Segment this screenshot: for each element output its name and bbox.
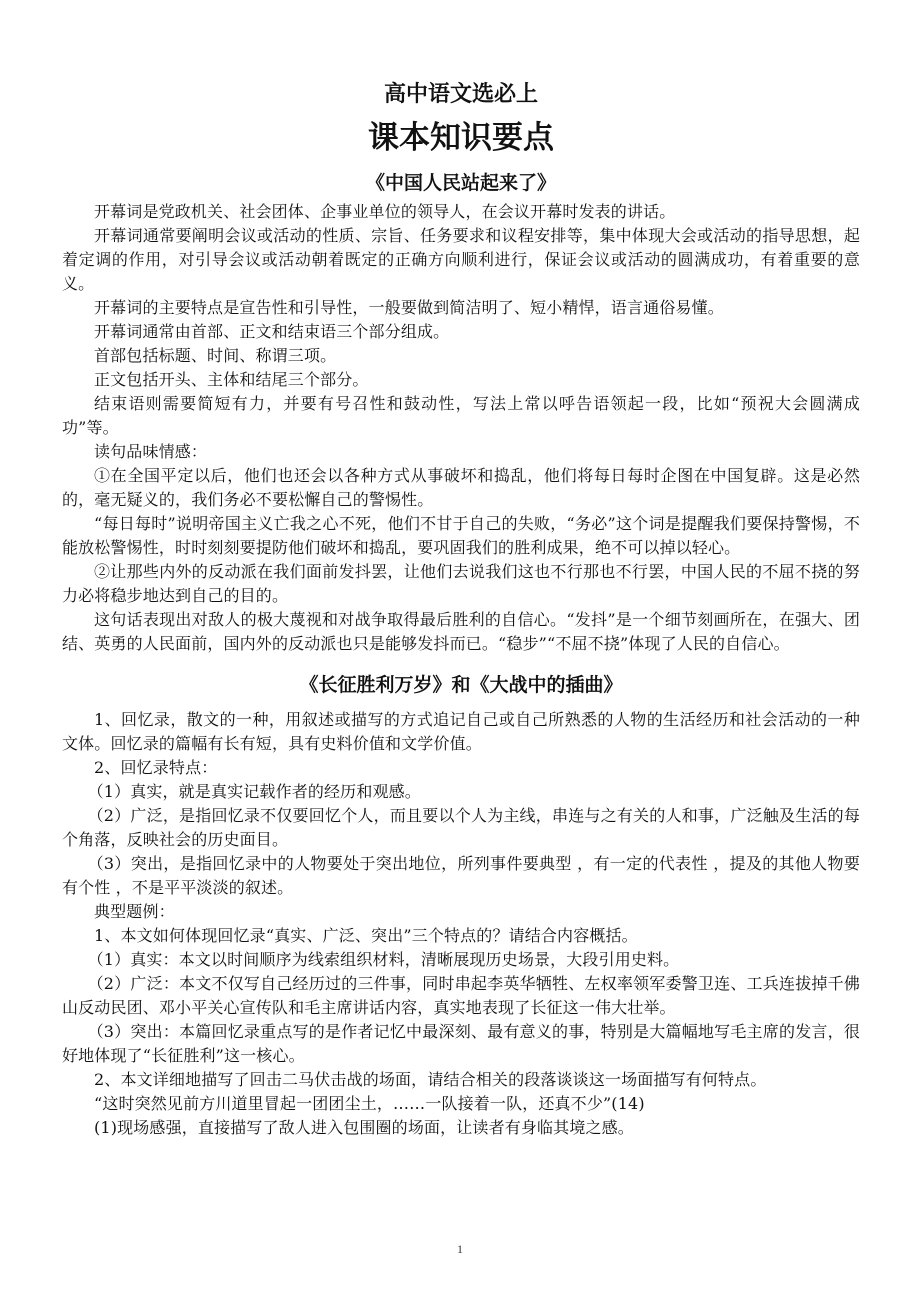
- paragraph: “每日每时”说明帝国主义亡我之心不死，他们不甘于自己的失败，“务必”这个词是提醒我们要保持警惕，不能放松警惕性，时时刻刻要提防他们破坏和捣乱，要巩固我们的胜利成果，绝不可以掉以轻心。: [62, 514, 860, 557]
- paragraph: ②让那些内外的反动派在我们面前发抖罢，让他们去说我们这也不行那也不行罢，中国人民的不屈不挠的努力必将稳步地达到自己的目的。: [62, 562, 860, 605]
- document-title: 课本知识要点: [368, 120, 554, 156]
- paragraph: （2）广泛，是指回忆录不仅要回忆个人，而且要以个人为主线，串连与之有关的人和事，广泛触及生活的每个角落，反映社会的历史面目。: [62, 806, 860, 849]
- document-subtitle: 高中语文选必上: [383, 82, 538, 107]
- paragraph: 2、本文详细地描写了回击二马伏击战的场面，请结合相关的段落谈谈这一场面描写有何特点。: [94, 1070, 767, 1089]
- paragraph: 2、回忆录特点：: [94, 758, 218, 777]
- paragraph: 这句话表现出对敌人的极大蔑视和对战争取得最后胜利的自信心。“发抖”是一个细节刻画所在，在强大、团结、英勇的人民面前，国内外的反动派也只是能够发抖而已。“稳步”“不屈不挠”体现了人民的自信心。: [62, 610, 860, 653]
- paragraph: “这时突然见前方川道里冒起一团团尘土，……一队接着一队，还真不少”(14): [94, 1094, 645, 1113]
- section-zhongguo-renmin: [62, 168, 860, 656]
- paragraph: 1、本文如何体现回忆录“真实、广泛、突出”三个特点的？请结合内容概括。: [94, 926, 638, 945]
- section-changzheng: [62, 670, 860, 1140]
- paragraph: 开幕词是党政机关、社会团体、企事业单位的领导人，在会议开幕时发表的讲话。: [94, 202, 676, 221]
- paragraph: ①在全国平定以后，他们也还会以各种方式从事破坏和捣乱，他们将每日每时企图在中国复辟。这是必然的，毫无疑义的，我们务必不要松懈自己的警惕性。: [62, 466, 860, 509]
- paragraph: 正文包括开头、主体和结尾三个部分。: [94, 370, 369, 389]
- section-title: 《长征胜利万岁》和《大战中的插曲》: [299, 674, 623, 696]
- document-page: [62, 78, 860, 1140]
- paragraph: （2）广泛：本文不仅写自己经历过的三件事，同时串起李英华牺牲、左权率领军委警卫连、工兵连拔掉千佛山反动民团、邓小平关心宣传队和毛主席讲话内容，真实地表现了长征这一伟大壮举。: [62, 974, 860, 1017]
- paragraph: 读句品味情感：: [94, 442, 208, 461]
- paragraph: （3）突出，是指回忆录中的人物要处于突出地位，所列事件要典型 ，有一定的代表性 ，提及的其他人物要有个性 ，不是平平淡淡的叙述。: [62, 854, 860, 897]
- paragraph: (1)现场感强，直接描写了敌人进入包围圈的场面，让读者有身临其境之感。: [94, 1118, 634, 1137]
- paragraph: （1）真实，就是真实记载作者的经历和观感。: [87, 782, 421, 801]
- paragraph: 1、回忆录，散文的一种，用叙述或描写的方式追记自己或自己所熟悉的人物的生活经历和社会活动的一种文体。回忆录的篇幅有长有短，具有史料价值和文学价值。: [62, 710, 860, 753]
- page-number: 1: [457, 1242, 463, 1256]
- paragraph: 开幕词通常要阐明会议或活动的性质、宗旨、任务要求和议程安排等，集中体现大会或活动的指导思想，起着定调的作用，对引导会议或活动朝着既定的正确方向顺利进行，保证会议或活动的圆满成功，有着重要的意义。: [62, 226, 860, 293]
- paragraph: 开幕词的主要特点是宣告性和引导性，一般要做到简洁明了、短小精悍，语言通俗易懂。: [94, 298, 724, 317]
- paragraph: 结束语则需要简短有力，并要有号召性和鼓动性，写法上常以呼告语领起一段，比如“预祝大会圆满成功”等。: [62, 394, 860, 437]
- paragraph: 典型题例：: [94, 902, 175, 921]
- paragraph: 开幕词通常由首部、正文和结束语三个部分组成。: [94, 322, 450, 341]
- paragraph: 首部包括标题、时间、称谓三项。: [94, 346, 337, 365]
- section-title: 《中国人民站起来了》: [365, 172, 556, 194]
- paragraph: （1）真实：本文以时间顺序为线索组织材料，清晰展现历史场景，大段引用史料。: [87, 950, 680, 969]
- paragraph: （3）突出：本篇回忆录重点写的是作者记忆中最深刻、最有意义的事，特别是大篇幅地写毛主席的发言，很好地体现了“长征胜利”这一核心。: [62, 1022, 860, 1065]
